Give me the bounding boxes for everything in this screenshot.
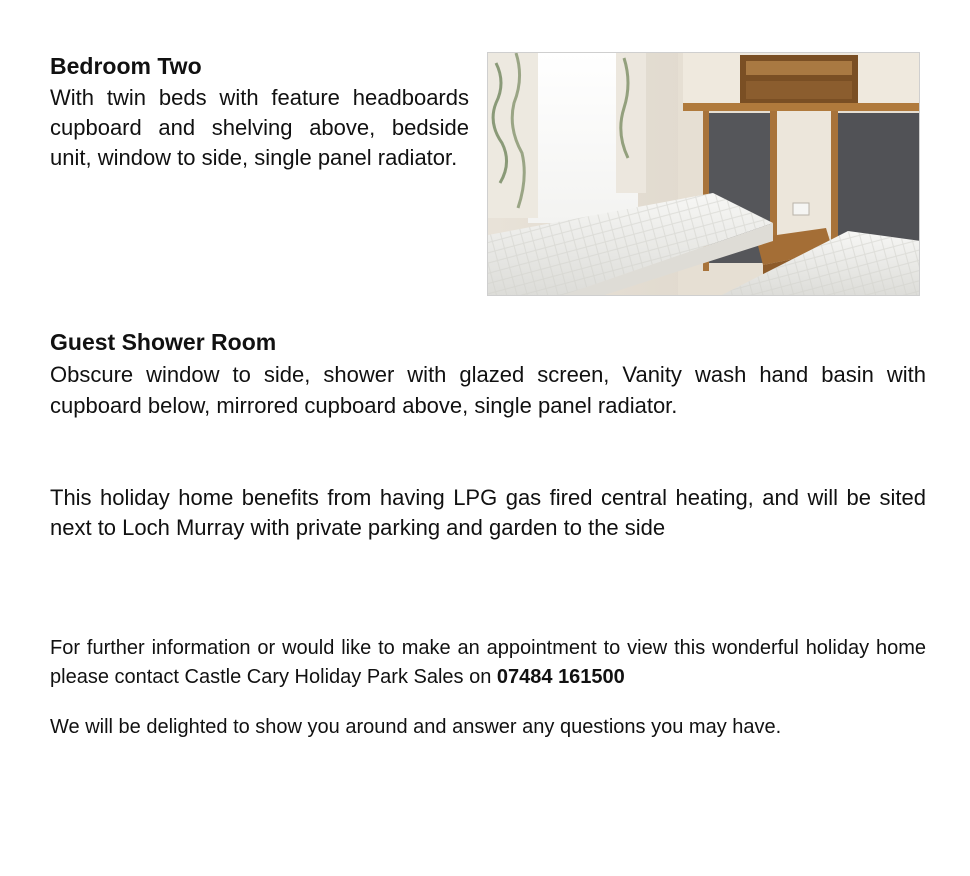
guest-shower-room-description: Obscure window to side, shower with glazed screen, Vanity wash hand basin with cupboard below, mirrored cupboard above, single panel radiator. [50,362,926,418]
bedroom-two-photo [487,52,920,296]
closing-statement: We will be delighted to show you around and answer any questions you may have. [50,716,782,738]
bedroom-two-description: With twin beds with feature headboards cupboard and shelving above, bedside unit, window to side, single panel radiator. [50,85,469,170]
bedroom-photo-illustration [488,53,920,296]
bedroom-two-heading: Bedroom Two [50,53,202,79]
contact-text: For further information or would like to make an appointment to view this wonderful holiday home please contact Castle Cary Holiday Park Sales on [50,637,926,688]
phone-number: 07484 161500 [496,666,625,688]
guest-shower-room-heading: Guest Shower Room [50,329,277,355]
heating-description: This holiday home benefits from having LPG gas fired central heating, and will be sited next to Loch Murray with private parking and garden to the side [50,485,926,540]
contact-information [50,634,926,692]
